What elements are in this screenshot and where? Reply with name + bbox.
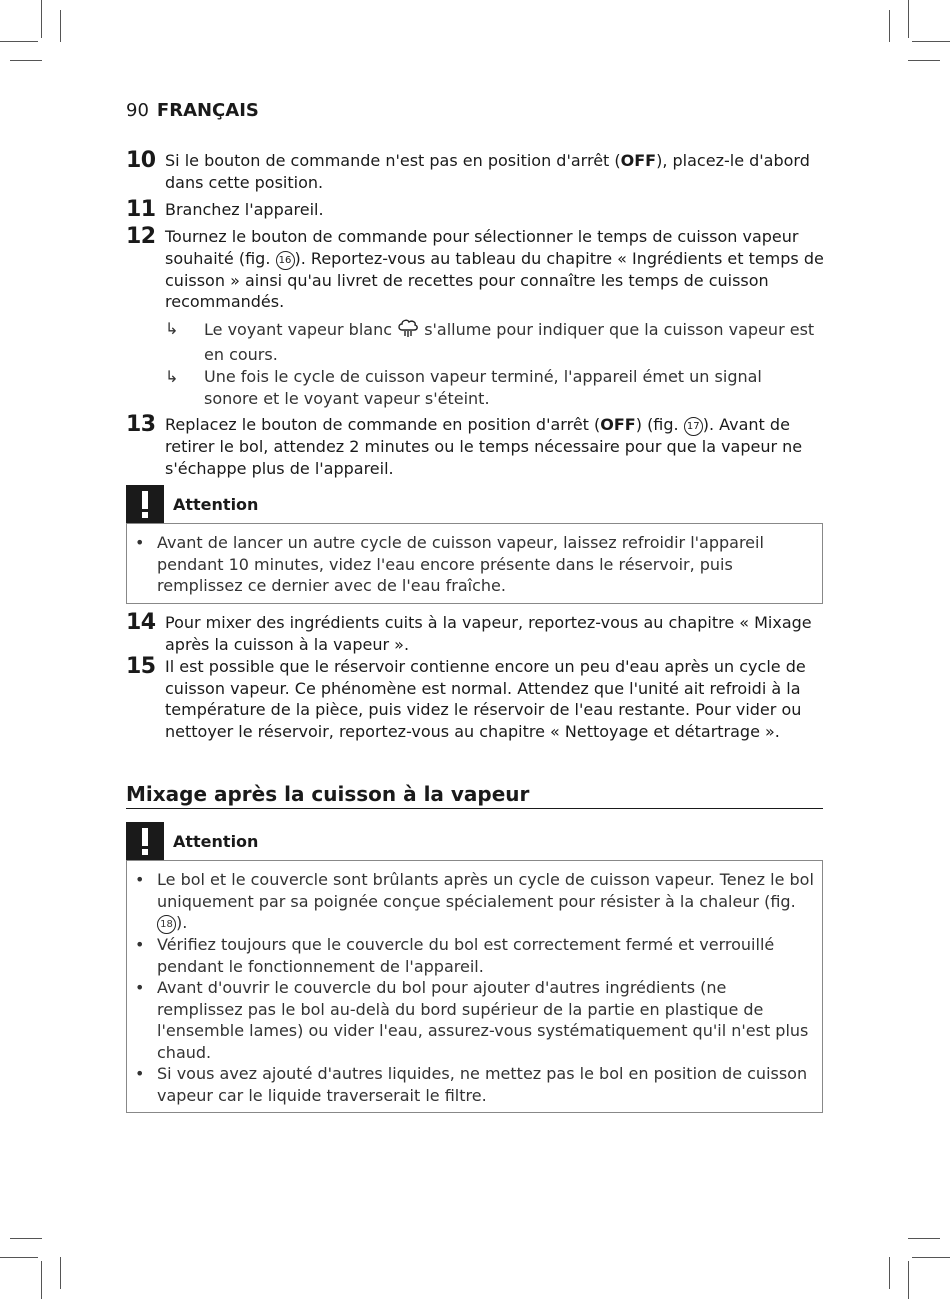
step-text: Pour mixer des ingrédients cuits à la vapeur, reportez-vous au chapitre « Mixage après la cuisson à la vapeur ». bbox=[165, 613, 812, 654]
step-text: Si le bouton de commande n'est pas en position d'arrêt (OFF), placez-le d'abord dans cette position. bbox=[165, 151, 810, 192]
crop-mark bbox=[41, 0, 42, 38]
step-15 bbox=[126, 656, 826, 742]
attention-box bbox=[126, 523, 823, 604]
exclamation-icon bbox=[126, 485, 164, 523]
warning-bullet: • Avant d'ouvrir le couvercle du bol pour ajouter d'autres ingrédients (ne remplissez pas le bol au-delà du bord supérieur de la partie en plastique de l'ensemble lames) ou vider l'eau, assurez-vous systématiquement qu'il n'est plus chaud. bbox=[135, 978, 809, 1062]
attention-header bbox=[126, 822, 823, 860]
figure-ref: 16 bbox=[276, 251, 295, 270]
crop-mark bbox=[41, 1261, 42, 1299]
figure-ref: 18 bbox=[157, 915, 176, 934]
warning-bullet: • Si vous avez ajouté d'autres liquides, ne mettez pas le bol en position de cuisson vapeur car le liquide traverserait le filtre. bbox=[135, 1064, 808, 1105]
step-number: 12 bbox=[126, 224, 156, 249]
crop-mark bbox=[10, 60, 42, 61]
warning-bullet: • Avant de lancer un autre cycle de cuisson vapeur, laissez refroidir l'appareil pendant 10 minutes, videz l'eau encore présente dans le réservoir, puis remplissez ce dernier avec de l'eau fraîche. bbox=[135, 533, 764, 595]
exclamation-icon bbox=[126, 822, 164, 860]
figure-ref: 17 bbox=[684, 417, 703, 436]
step-number: 13 bbox=[126, 412, 156, 437]
page-header bbox=[126, 100, 259, 121]
language-label: FRANÇAIS bbox=[156, 100, 259, 121]
step-number: 10 bbox=[126, 148, 156, 173]
crop-mark bbox=[908, 1238, 940, 1239]
section-title: Mixage après la cuisson à la vapeur bbox=[126, 782, 823, 809]
step-number: 15 bbox=[126, 654, 156, 679]
attention-box bbox=[126, 860, 823, 1113]
step-11 bbox=[126, 199, 826, 221]
steam-icon bbox=[397, 318, 419, 344]
crop-mark bbox=[912, 41, 950, 42]
crop-mark bbox=[908, 1261, 909, 1299]
attention-label: Attention bbox=[173, 832, 259, 851]
crop-mark bbox=[912, 1257, 950, 1258]
step-number: 14 bbox=[126, 610, 156, 635]
crop-mark bbox=[889, 1257, 890, 1289]
step-text: Branchez l'appareil. bbox=[165, 200, 324, 219]
attention-label: Attention bbox=[173, 495, 259, 514]
result-arrow-icon: ↳ bbox=[165, 367, 179, 386]
step-text: Tournez le bouton de commande pour sélectionner le temps de cuisson vapeur souhaité (fig. 16 ). Reportez-vous au tableau du chapitre « Ingrédients et temps de cuisson » ainsi qu'au livret de recettes pour connaître les temps de cuisson recommandés. bbox=[165, 227, 824, 311]
warning-bullet: • Vérifiez toujours que le couvercle du bol est correctement fermé et verrouillé pendant le fonctionnement de l'appareil. bbox=[135, 935, 775, 976]
step-13 bbox=[126, 414, 826, 479]
crop-mark bbox=[0, 41, 38, 42]
crop-mark bbox=[60, 1257, 61, 1289]
crop-mark bbox=[10, 1238, 42, 1239]
crop-mark bbox=[908, 0, 909, 38]
crop-mark bbox=[908, 60, 940, 61]
step-text: Il est possible que le réservoir contienne encore un peu d'eau après un cycle de cuisson vapeur. Ce phénomène est normal. Attendez que l'unité ait refroidi à la température de la pièce, puis videz le réservoir de l'eau restante. Pour vider ou nettoyer le réservoir, reportez-vous au chapitre « Nettoyage et détartrage ». bbox=[165, 657, 806, 741]
result-2: ↳ Une fois le cycle de cuisson vapeur terminé, l'appareil émet un signal sonore et le voyant vapeur s'éteint. bbox=[165, 367, 762, 408]
result-arrow-icon: ↳ bbox=[165, 319, 179, 338]
crop-mark bbox=[0, 1257, 38, 1258]
attention-header bbox=[126, 485, 823, 523]
result-1: ↳ Le voyant vapeur blanc s'allume pour indiquer que la cuisson vapeur est en cours. bbox=[165, 319, 815, 364]
step-10 bbox=[126, 150, 826, 193]
step-14 bbox=[126, 612, 826, 655]
crop-mark bbox=[60, 10, 61, 42]
step-number: 11 bbox=[126, 197, 156, 222]
warning-bullet: • Le bol et le couvercle sont brûlants après un cycle de cuisson vapeur. Tenez le bol uniquement par sa poignée conçue spécialement pour résister à la chaleur (fig. 18 ). bbox=[135, 870, 814, 932]
crop-mark bbox=[889, 10, 890, 42]
step-text: Replacez le bouton de commande en position d'arrêt (OFF) (fig. 17 ). Avant de retirer le bol, attendez 2 minutes ou le temps nécessaire pour que la vapeur ne s'échappe plus de l'appareil. bbox=[165, 415, 803, 478]
page-number: 90 bbox=[126, 100, 149, 121]
step-12 bbox=[126, 226, 826, 313]
